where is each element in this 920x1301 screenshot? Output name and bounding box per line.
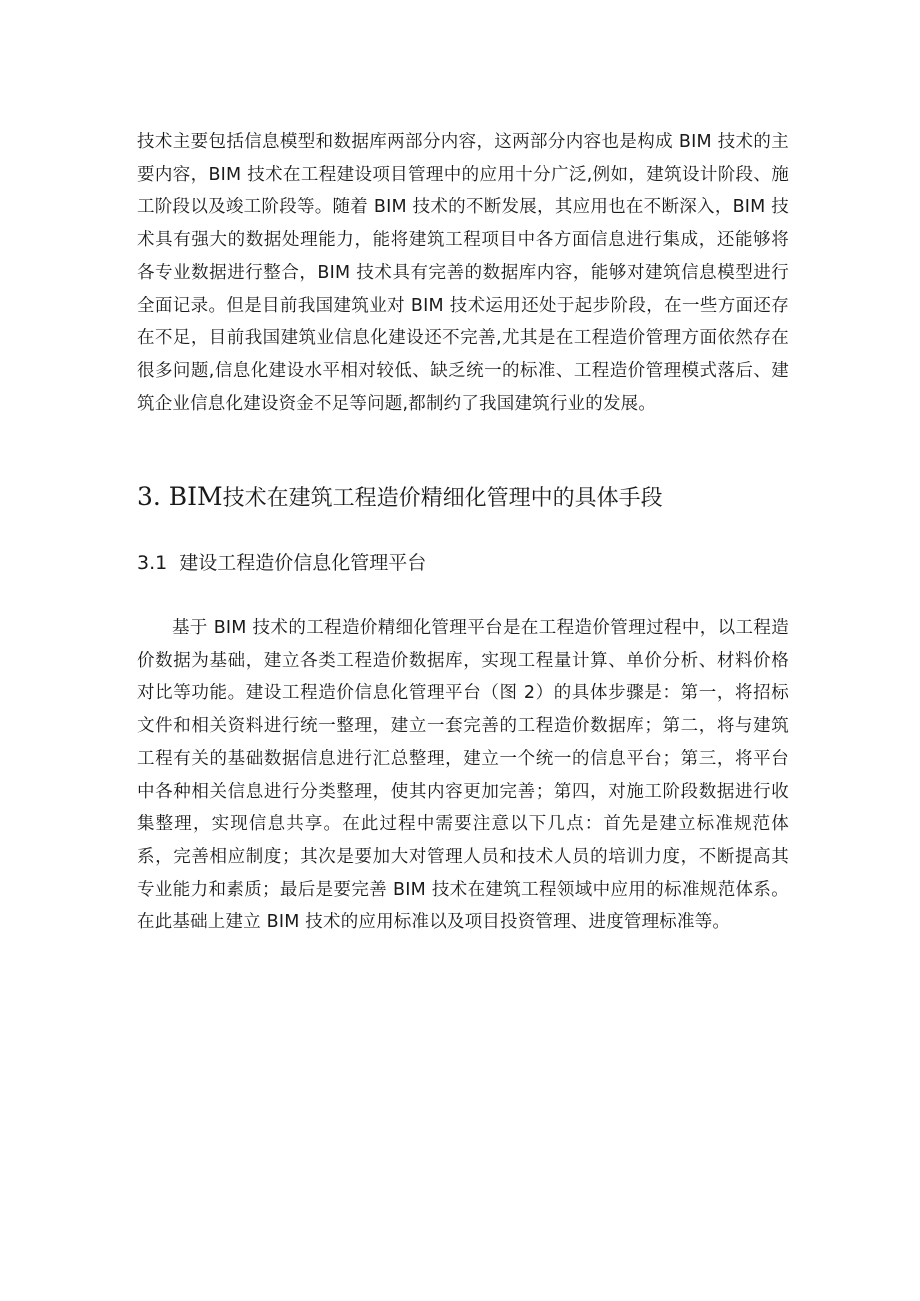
section-3-heading — [137, 480, 663, 516]
section-3-title: 技术在建筑工程造价精细化管理中的具体手段 — [222, 486, 663, 511]
section-3-1-paragraph: 基于 BIM 技术的工程造价精细化管理平台是在工程造价管理过程中，以工程造价数据为基础，建立各类工程造价数据库，实现工程量计算、单价分析、材料价格对比等功能。建设工程造价信息化管理平台（图 2）的具体步骤是：第一，将招标文件和相关资料进行统一整理，建立一套完善的工程造价数据库；第二，将与建筑工程有关的基础数据信息进行汇总整理，建立一个统一的信息平台；第三，将平台中各种相关信息进行分类整理，使其内容更加完善；第四，对施工阶段数据进行收集整理，实现信息共享。在此过程中需要注意以下几点：首先是建立标准规范体系，完善相应制度；其次是要加大对管理人员和技术人员的培训力度，不断提高其专业能力和素质；最后是要完善 BIM 技术在建筑工程领域中应用的标准规范体系。在此基础上建立 BIM 技术的应用标准以及项目投资管理、进度管理标准等。 — [137, 618, 789, 933]
section-3-1-title: 建设工程造价信息化管理平台 — [179, 552, 427, 574]
section-3-1-heading — [137, 548, 426, 578]
section-3-1-number: 3.1 — [137, 552, 168, 574]
intro-paragraph: 技术主要包括信息模型和数据库两部分内容，这两部分内容也是构成 BIM 技术的主要内容，BIM 技术在工程建设项目管理中的应用十分广泛,例如，建筑设计阶段、施工阶段以及竣工阶段等。随着 BIM 技术的不断发展，其应用也在不断深入，BIM 技术具有强大的数据处理能力，能将建筑工程项目中各方面信息进行集成，还能够将各专业数据进行整合，BIM 技术具有完善的数据库内容，能够对建筑信息模型进行全面记录。但是目前我国建筑业对 BIM 技术运用还处于起步阶段，在一些方面还存在不足，目前我国建筑业信息化建设还不完善,尤其是在工程造价管理方面依然存在很多问题,信息化建设水平相对较低、缺乏统一的标准、工程造价管理模式落后、建筑企业信息化建设资金不足等问题,都制约了我国建筑行业的发展。 — [137, 132, 789, 414]
section-3-number: 3. BIM — [137, 482, 223, 511]
